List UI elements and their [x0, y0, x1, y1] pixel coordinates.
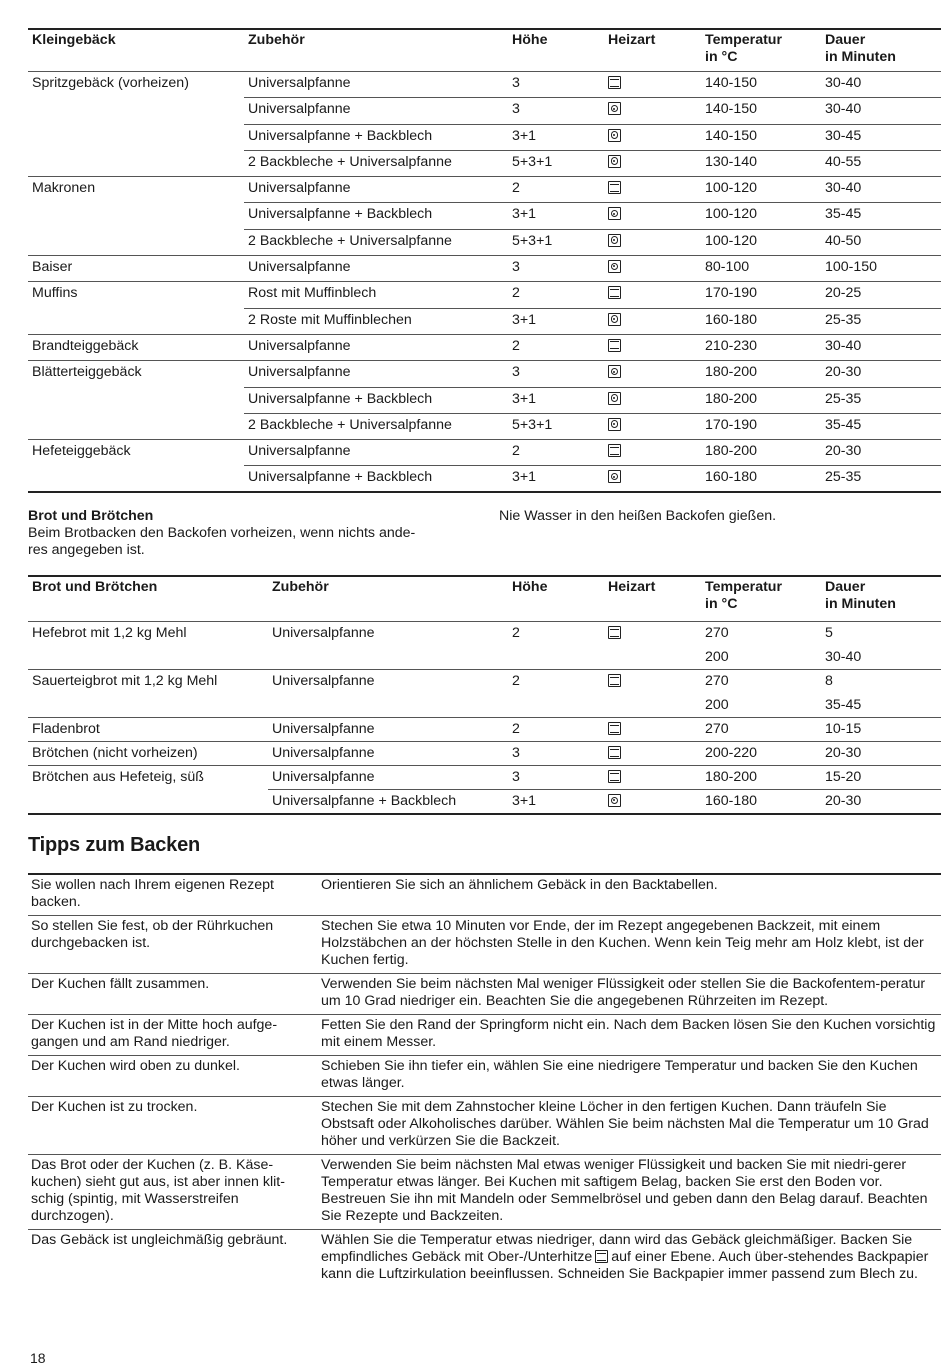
cell-dauer: 40-55: [821, 150, 941, 176]
cell-hoehe: 2: [508, 670, 604, 694]
table-row: [28, 308, 941, 334]
cell-temp: 200: [705, 648, 729, 665]
cell-dauer: 20-30: [821, 440, 941, 466]
cell-dauer: 30-40: [821, 177, 941, 203]
cell-heizart: [604, 466, 701, 492]
cell-temp: 170-190: [701, 413, 821, 439]
cell-zubehoer: Rost mit Muffinblech: [244, 282, 508, 308]
cell-temp: 270: [701, 670, 821, 694]
cell-hoehe: 2: [508, 177, 604, 203]
cell-temp: 180-200: [701, 440, 821, 466]
tip-solution: Schieben Sie ihn tiefer ein, wählen Sie eine niedrigere Temperatur und backen Sie den Kuchen etwas länger.: [318, 1056, 941, 1097]
cell-zubehoer: 2 Backbleche + Universalpfanne: [244, 229, 508, 255]
cell-dauer: 8: [821, 670, 941, 694]
cell-hoehe: 2: [508, 282, 604, 308]
cell-zubehoer: Universalpfanne: [244, 361, 508, 387]
cell-zubehoer: Universalpfanne + Backblech: [244, 387, 508, 413]
table-row: [28, 1015, 941, 1056]
table-row: [28, 177, 941, 203]
cell-item: Baiser: [28, 256, 244, 282]
cell-item: Brötchen (nicht vorheizen): [28, 742, 268, 766]
cell-item: Blätterteiggebäck: [28, 361, 244, 387]
table-tips: [28, 873, 941, 1287]
cell-heizart: [604, 413, 701, 439]
cell-hoehe: 3: [508, 361, 604, 387]
ober-unterhitze-icon: [608, 181, 621, 194]
cell-zubehoer: Universalpfanne: [268, 766, 508, 790]
cell-item: Muffins: [28, 282, 244, 308]
cell-hoehe: 2: [512, 625, 520, 641]
table-row: [28, 974, 941, 1015]
cell-temp: 140-150: [705, 75, 758, 91]
heissluft-icon: [608, 207, 621, 220]
col-header-zubehoer: Zubehör: [244, 29, 508, 72]
cell-heizart: [604, 256, 701, 282]
cell-hoehe: 2: [508, 440, 604, 466]
cell-hoehe: 5+3+1: [508, 413, 604, 439]
cell-dauer: 30-40: [821, 334, 941, 360]
cell-dauer: 30-40: [821, 98, 941, 124]
cell-hoehe: [508, 694, 604, 718]
tip-problem: Der Kuchen fällt zusammen.: [28, 974, 318, 1015]
tip-problem: So stellen Sie fest, ob der Rührkuchen durchgebacken ist.: [28, 916, 318, 974]
table-header-row: [28, 29, 941, 72]
tip-solution: Fetten Sie den Rand der Springform nicht ein. Nach dem Backen lösen Sie den Kuchen vorsichtig mit einem Messer.: [318, 1015, 941, 1056]
cell-dauer: 15-20: [821, 766, 941, 790]
cell-temp: 100-120: [701, 177, 821, 203]
table-row: [28, 1230, 941, 1288]
tip-solution: Stechen Sie mit dem Zahnstocher kleine Löcher in den fertigen Kuchen. Dann träufeln Sie Obstsaft oder Alkoholisches darüber. Wählen Sie beim nächsten Mal die Temperatur um 10 Grad höher und verkürzen Sie die Backzeit.: [318, 1097, 941, 1155]
cell-dauer: 25-35: [821, 308, 941, 334]
cell-dauer: 20-30: [821, 790, 941, 814]
col-header-dauer: Dauer in Minuten: [821, 576, 941, 622]
cell-hoehe: 5+3+1: [508, 229, 604, 255]
tip-problem: Der Kuchen wird oben zu dunkel.: [28, 1056, 318, 1097]
cell-heizart: [604, 98, 701, 124]
cell-temp: 200: [705, 696, 729, 713]
col-header-hoehe: Höhe: [508, 29, 604, 72]
tip-problem: Sie wollen nach Ihrem eigenen Rezept backen.: [28, 874, 318, 916]
cell-dauer: 30-40: [825, 75, 862, 91]
page-number: 18: [30, 1350, 46, 1366]
cell-dauer: 30-40: [825, 648, 862, 665]
cell-dauer: 40-50: [821, 229, 941, 255]
col-header-temperatur: Temperatur in °C: [701, 576, 821, 622]
cell-item: [28, 308, 244, 334]
table-row: [28, 203, 941, 229]
table-row: [28, 124, 941, 150]
heissluft-icon: [608, 102, 621, 115]
heissluft-icon: [608, 129, 621, 142]
tip-solution: [318, 1230, 941, 1288]
cell-zubehoer: Universalpfanne + Backblech: [268, 790, 508, 814]
bread-intro-title: Brot und Brötchen: [28, 508, 154, 524]
cell-item: [28, 387, 244, 413]
table-row: [28, 229, 941, 255]
cell-dauer: 20-30: [821, 361, 941, 387]
tip-problem: Der Kuchen ist in der Mitte hoch aufge-gangen und am Rand niedriger.: [28, 1015, 318, 1056]
cell-temp: 210-230: [701, 334, 821, 360]
cell-item: Hefebrot mit 1,2 kg Mehl: [32, 625, 187, 641]
ober-unterhitze-icon: [608, 770, 621, 783]
table-row: [28, 646, 941, 670]
table-row: [28, 334, 941, 360]
cell-hoehe: 3+1: [508, 387, 604, 413]
cell-item: Hefeteiggebäck: [28, 440, 244, 466]
cell-zubehoer: [268, 646, 508, 670]
cell-heizart: [604, 282, 701, 308]
table-row: [28, 1097, 941, 1155]
cell-item: Brötchen aus Hefeteig, süß: [28, 766, 268, 790]
heissluft-icon: [608, 470, 621, 483]
cell-heizart: [604, 440, 701, 466]
cell-heizart: [604, 203, 701, 229]
cell-dauer: 30-45: [821, 124, 941, 150]
heissluft-icon: [608, 392, 621, 405]
cell-item: Makronen: [28, 177, 244, 203]
table-row: [28, 387, 941, 413]
cell-heizart: [604, 229, 701, 255]
ober-unterhitze-icon: [608, 339, 621, 352]
cell-item: [28, 203, 244, 229]
table-row: [28, 413, 941, 439]
cell-dauer: 20-25: [821, 282, 941, 308]
cell-temp: 180-200: [701, 766, 821, 790]
tip-solution: Verwenden Sie beim nächsten Mal weniger Flüssigkeit oder stellen Sie die Backofentem-peratur um 10 Grad niedriger ein. Beachten Sie die angegebenen Rührzeiten im Rezept.: [318, 974, 941, 1015]
cell-temp: 100-120: [701, 229, 821, 255]
cell-zubehoer: Universalpfanne: [268, 670, 508, 694]
cell-item: Spritzgebäck (vorheizen): [32, 75, 189, 91]
cell-hoehe: 3: [512, 75, 520, 91]
col-header-hoehe: Höhe: [508, 576, 604, 622]
table-row: [28, 742, 941, 766]
cell-zubehoer: Universalpfanne + Backblech: [244, 466, 508, 492]
cell-item: Fladenbrot: [28, 718, 268, 742]
cell-hoehe: 3+1: [508, 308, 604, 334]
ober-unterhitze-icon: [608, 746, 621, 759]
cell-item: [28, 98, 244, 124]
cell-dauer: 25-35: [821, 466, 941, 492]
cell-zubehoer: Universalpfanne: [248, 75, 351, 91]
bread-intro-text: Beim Brotbacken den Backofen vorheizen, wenn nichts ande- res angegeben ist.: [28, 525, 416, 558]
ober-unterhitze-icon: [608, 76, 621, 89]
cell-item: [28, 790, 268, 814]
cell-hoehe: 3: [508, 98, 604, 124]
cell-hoehe: [508, 646, 604, 670]
col-header-temperatur: Temperatur in °C: [701, 29, 821, 72]
cell-heizart: [604, 308, 701, 334]
cell-temp: 270: [705, 625, 729, 641]
col-header-item: Brot und Brötchen: [28, 576, 268, 622]
heissluft-icon: [608, 155, 621, 168]
cell-hoehe: 3+1: [508, 790, 604, 814]
cell-temp: 270: [701, 718, 821, 742]
cell-temp: 160-180: [701, 466, 821, 492]
tip-solution-text: auf einer Ebene. Auch über-stehendes Backpapier kann die Luftzirkulation beeinflussen. Schneiden Sie Backpapier immer passend zum Blech zu.: [321, 1249, 929, 1282]
cell-item: [28, 413, 244, 439]
cell-heizart: [604, 387, 701, 413]
cell-dauer: 10-15: [821, 718, 941, 742]
tips-heading: Tipps zum Backen: [28, 834, 201, 856]
cell-item: [28, 466, 244, 492]
cell-zubehoer: Universalpfanne: [244, 177, 508, 203]
col-header-item: Kleingebäck: [28, 29, 244, 72]
table-row: [28, 282, 941, 308]
heissluft-icon: [608, 794, 621, 807]
cell-heizart: [604, 124, 701, 150]
tip-solution: Verwenden Sie beim nächsten Mal etwas weniger Flüssigkeit und backen Sie mit niedri-gerer Temperatur etwas länger. Bei Kuchen mit saftigem Belag, backen Sie erst den Boden vor. Bestreuen Sie ihn mit Mandeln oder Semmelbrösel und geben dann den Belag darauf. Beachten Sie Rezepte und Backzeiten.: [318, 1155, 941, 1230]
cell-zubehoer: Universalpfanne: [244, 256, 508, 282]
table-row: [28, 766, 941, 790]
cell-heizart: [604, 646, 701, 670]
cell-item: [28, 124, 244, 150]
cell-dauer: 35-45: [821, 413, 941, 439]
cell-hoehe: 3+1: [508, 124, 604, 150]
cell-zubehoer: Universalpfanne: [272, 625, 375, 641]
cell-dauer: 100-150: [821, 256, 941, 282]
heissluft-icon: [608, 365, 621, 378]
table-row: [28, 1155, 941, 1230]
table-row: [28, 874, 941, 916]
cell-hoehe: 5+3+1: [508, 150, 604, 176]
table-header-row: [28, 576, 941, 622]
cell-temp: 140-150: [701, 98, 821, 124]
heissluft-icon: [608, 260, 621, 273]
cell-heizart: [604, 742, 701, 766]
ober-unterhitze-icon: [608, 722, 621, 735]
tip-solution-text: Wählen Sie die Temperatur etwas niedriger, dann wird das Gebäck gleichmäßiger. Backen Sie empfindliches Gebäck mit Ober-/Unterhitze: [321, 1232, 913, 1265]
cell-heizart: [604, 790, 701, 814]
cell-item: [28, 229, 244, 255]
heissluft-icon: [608, 313, 621, 326]
cell-item: [28, 694, 268, 718]
cell-zubehoer: Universalpfanne: [268, 742, 508, 766]
cell-dauer: 35-45: [821, 203, 941, 229]
cell-hoehe: 3: [508, 742, 604, 766]
table-row: [28, 150, 941, 176]
table-row: [28, 72, 941, 98]
cell-temp: 170-190: [701, 282, 821, 308]
cell-temp: 160-180: [701, 308, 821, 334]
cell-item: [28, 646, 268, 670]
cell-heizart: [604, 670, 701, 694]
col-header-heizart: Heizart: [604, 29, 701, 72]
cell-zubehoer: 2 Roste mit Muffinblechen: [244, 308, 508, 334]
cell-zubehoer: 2 Backbleche + Universalpfanne: [244, 150, 508, 176]
heissluft-icon: [608, 418, 621, 431]
table-row: [28, 98, 941, 124]
ober-unterhitze-icon: [608, 286, 621, 299]
cell-zubehoer: Universalpfanne: [268, 718, 508, 742]
ober-unterhitze-icon: [595, 1250, 608, 1263]
table-row: [28, 440, 941, 466]
ober-unterhitze-icon: [608, 674, 621, 687]
cell-hoehe: 3+1: [508, 203, 604, 229]
cell-dauer: 20-30: [821, 742, 941, 766]
ober-unterhitze-icon: [608, 444, 621, 457]
cell-dauer: 5: [825, 625, 833, 641]
tip-problem: Das Brot oder der Kuchen (z. B. Käse-kuchen) sieht gut aus, ist aber innen klit-schig (spintig, mit Wasserstreifen durchzogen).: [28, 1155, 318, 1230]
cell-heizart: [604, 694, 701, 718]
table-row: [28, 694, 941, 718]
table-kleingebaeck: [28, 28, 941, 493]
bread-intro-warning: Nie Wasser in den heißen Backofen gießen.: [499, 508, 777, 524]
table-row: [28, 916, 941, 974]
table-row: [28, 622, 941, 646]
cell-zubehoer: Universalpfanne + Backblech: [244, 203, 508, 229]
table-row: [28, 718, 941, 742]
ober-unterhitze-icon: [608, 626, 621, 639]
tip-problem: Das Gebäck ist ungleichmäßig gebräunt.: [31, 1232, 288, 1248]
cell-temp: 180-200: [701, 361, 821, 387]
table-row: [28, 790, 941, 814]
cell-temp: 200-220: [701, 742, 821, 766]
cell-temp: 140-150: [701, 124, 821, 150]
tip-problem: Der Kuchen ist zu trocken.: [28, 1097, 318, 1155]
cell-heizart: [604, 622, 701, 646]
bread-intro-section: [28, 508, 941, 562]
cell-item: Sauerteigbrot mit 1,2 kg Mehl: [28, 670, 268, 694]
col-header-zubehoer: Zubehör: [268, 576, 508, 622]
cell-item: [28, 150, 244, 176]
cell-hoehe: 2: [508, 334, 604, 360]
cell-zubehoer: [268, 694, 508, 718]
tip-solution: Stechen Sie etwa 10 Minuten vor Ende, der im Rezept angegebenen Backzeit, mit einem Holzstäbchen an der höchsten Stelle in den Kuchen. Wenn kein Teig mehr am Holz klebt, ist der Kuchen fertig.: [318, 916, 941, 974]
cell-zubehoer: Universalpfanne: [244, 440, 508, 466]
cell-item: Brandteiggebäck: [28, 334, 244, 360]
table-brot: [28, 575, 941, 815]
tip-solution: Orientieren Sie sich an ähnlichem Gebäck in den Backtabellen.: [318, 874, 941, 916]
cell-hoehe: 3: [508, 256, 604, 282]
cell-temp: 130-140: [701, 150, 821, 176]
table-row: [28, 1056, 941, 1097]
cell-heizart: [604, 718, 701, 742]
cell-hoehe: 3: [508, 766, 604, 790]
cell-zubehoer: Universalpfanne: [244, 98, 508, 124]
table-row: [28, 256, 941, 282]
table-row: [28, 466, 941, 492]
col-header-dauer: Dauer in Minuten: [821, 29, 941, 72]
cell-heizart: [604, 766, 701, 790]
cell-temp: 160-180: [701, 790, 821, 814]
cell-heizart: [604, 177, 701, 203]
cell-heizart: [604, 334, 701, 360]
heissluft-icon: [608, 234, 621, 247]
cell-zubehoer: 2 Backbleche + Universalpfanne: [244, 413, 508, 439]
cell-zubehoer: Universalpfanne + Backblech: [244, 124, 508, 150]
cell-dauer: 25-35: [821, 387, 941, 413]
cell-heizart: [604, 361, 701, 387]
col-header-heizart: Heizart: [604, 576, 701, 622]
table-row: [28, 361, 941, 387]
bread-intro-left: [28, 508, 468, 559]
cell-dauer: 35-45: [825, 696, 862, 713]
cell-hoehe: 3+1: [508, 466, 604, 492]
cell-temp: 80-100: [701, 256, 821, 282]
cell-temp: 180-200: [701, 387, 821, 413]
cell-temp: 100-120: [701, 203, 821, 229]
cell-heizart: [604, 150, 701, 176]
table-row: [28, 670, 941, 694]
cell-zubehoer: Universalpfanne: [244, 334, 508, 360]
cell-hoehe: 2: [508, 718, 604, 742]
cell-heizart: [604, 72, 701, 98]
